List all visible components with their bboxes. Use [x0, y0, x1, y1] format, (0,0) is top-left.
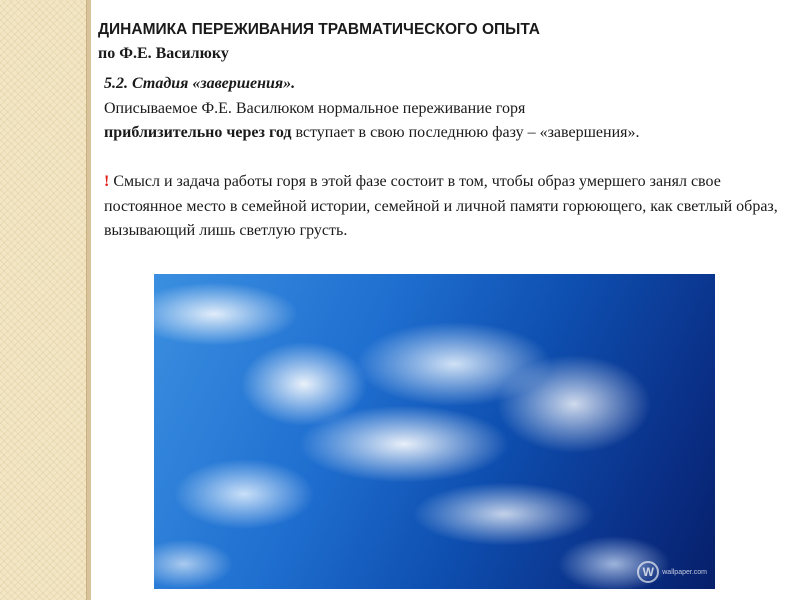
decorative-side-panel: [0, 0, 86, 600]
title-line-2: по Ф.Е. Василюку: [98, 45, 229, 62]
slide-title: [98, 18, 540, 66]
watermark-logo-icon: W: [637, 561, 659, 583]
side-panel-border: [86, 0, 91, 600]
paragraph-spacer: [104, 146, 784, 171]
paragraph-2: [104, 170, 784, 244]
stage-heading: 5.2. Стадия «завершения».: [104, 75, 296, 92]
paragraph-1-rest: вступает в свою последнюю фазу – «завершения».: [291, 124, 640, 141]
paragraph-1: [104, 97, 784, 146]
paragraph-1-line-1: Описываемое Ф.Е. Василюком нормальное переживание горя: [104, 99, 526, 117]
exclamation-mark: !: [104, 173, 110, 190]
slide-body: [104, 72, 784, 244]
paragraph-2-text: Смысл и задача работы горя в этой фазе состоит в том, чтобы образ умершего занял свое постоянное место в семейной истории, семейной и личной памяти горюющего, как светлый образ, вызывающий лишь светлую грусть.: [104, 173, 778, 239]
sky-clouds-photo: [154, 274, 715, 589]
title-line-1: ДИНАМИКА ПЕРЕЖИВАНИЯ ТРАВМАТИЧЕСКОГО ОПЫТА: [98, 21, 540, 38]
image-watermark: [637, 561, 707, 583]
paragraph-1-emphasis: приблизительно через год: [104, 124, 292, 141]
watermark-text: wallpaper.com: [662, 568, 707, 576]
